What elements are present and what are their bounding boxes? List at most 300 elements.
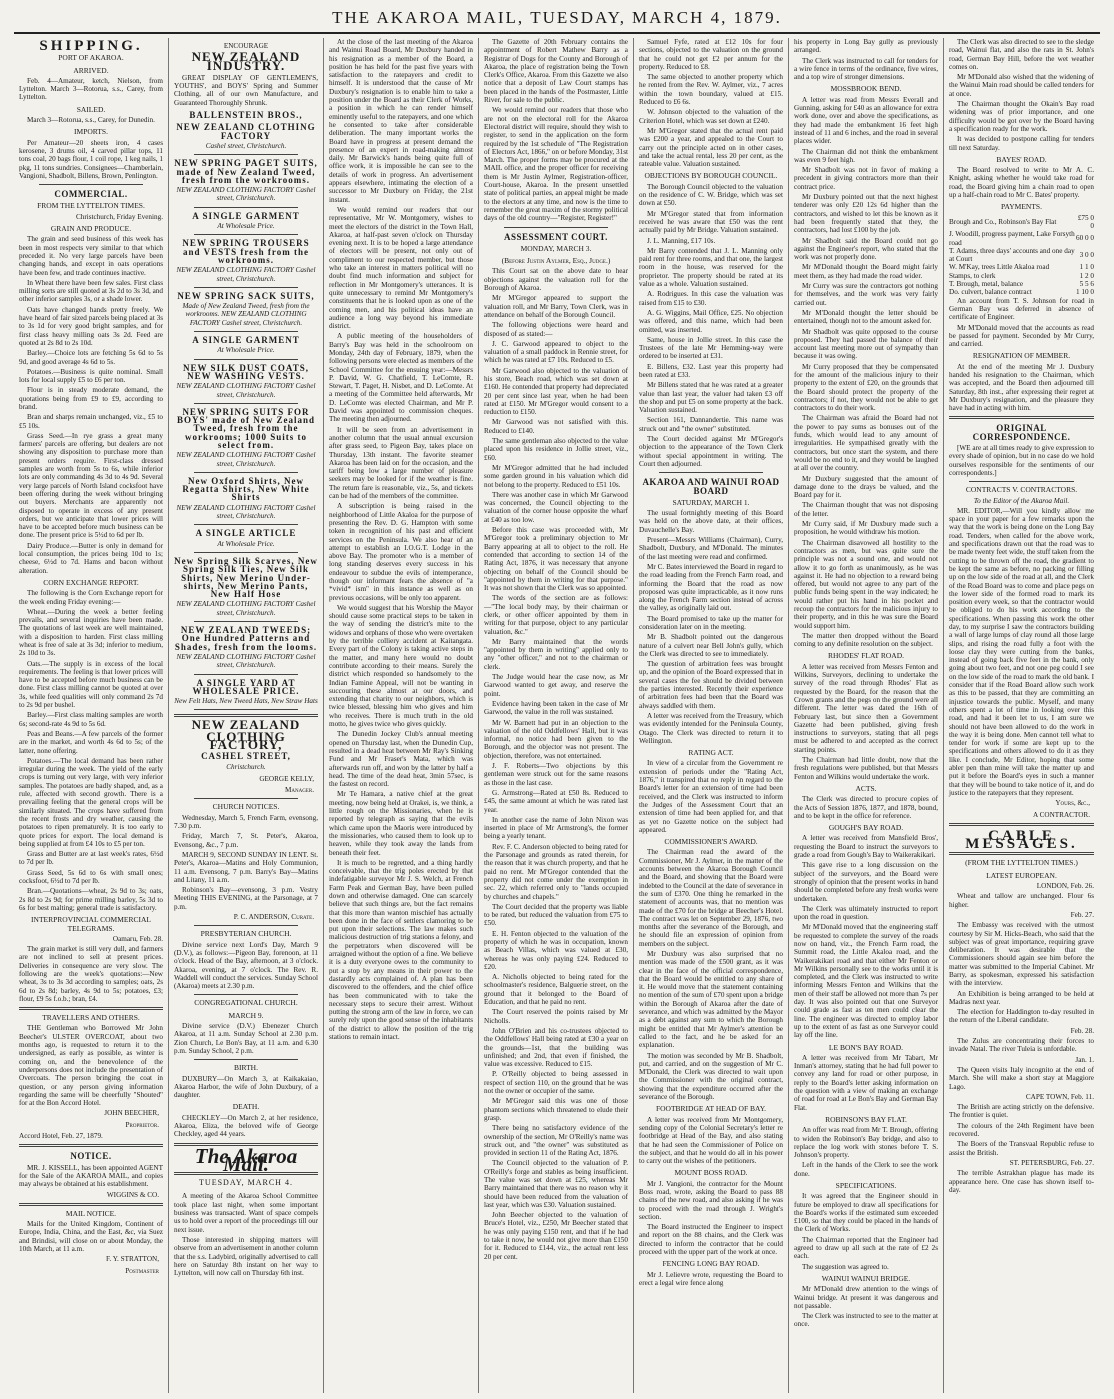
dateline: Feb. 28. [1070,1026,1094,1035]
paragraph: The grain market is still very dull, and farmers are not inclined to sell at present prices. Deliveries in consequence are very slow. The following are the week's quotations:—New wheat, 3s to 3s 3d according to samples; oats, 2s 6d to 2s 8d; barley, 4s 9d to 5s; potatoes, £3; flour, £9 5s f.o.b.; bran, £4. [19,945,163,1003]
paragraph: Mr Barry maintained that the words "appointed by them in writing" applied only to any "other officer," and not to the chairman or clerk. [484,637,628,671]
paragraph: The motion was seconded by Mr B. Shadbolt, put, and carried, and on the suggestion of Mr C. M'Donald, the Clerk was directed to wait upon the Commissioner with the original contract, showing that the expenditure occurred after the severance of the Borough. [639,1051,783,1102]
paragraph: Mr Garwood was not satisfied with this. Reduced to £140. [484,418,628,435]
paragraph: E. H. Fenton objected to the valuation of the property of which he was in occupation, known as Beach Villas, which was valued at £30, whereas he was only paying £24. Reduced to £20. [484,929,628,971]
paragraph: The Chairman reported that the Engineer had agreed to draw up all such at the rate of £2 2s each. [794,1235,938,1261]
divider [194,621,298,622]
paragraph: The matter then dropped without the Board coming to any definite resolution on the subject. [794,631,938,649]
ad-headline: NEW ZEALAND TWEEDS; One Hundred Patterns and Shades, fresh from the looms. [174,625,318,652]
clothing-ad [174,626,318,669]
masthead-date: MARCH 4, 1879. [632,8,782,27]
divider [194,709,298,710]
arrived-text: Feb. 4—Amateur, ketch, Nielson, from Lyttelton. March 3—Rotorua, s.s., Carey, from Lyttelton. [19,76,163,102]
assessment-judge: (Before Justin Aylmer, Esq., Judge.) [501,256,611,266]
interprov-heading: INTERPROVINCIAL COMMERCIAL TELEGRAMS. [31,915,151,933]
paragraph: MR. EDITOR,—Will you kindly allow me space in your paper for a few remarks upon the way that the work is being done on the Long Bay road. Tenders, when called for the above work, and specifications drawn out that the road was to be made twenty feet wide, the stuff taken from the cutting to be thrown off the road, the gradient to be kept the same as before, no packing or filling up on the low side of the road at all, and the Clerk of the Road Board was to come and place pegs on the lower side of the formed road to mark its position every week, so that the contractor would be obliged to do his work according to the specifications. When passing this work the other day, to my surprise I saw the contractors building a wall of large lumps of clay round all those large slips, and rising the road fully a foot with the loose clay they were cutting from the banks, instead of going back five feet in the bank, only going about two feet, and not one peg could I see on the low side of the road to mark the old bank. I consider that if the Road Board allow such work as this to be passed, that they are committing an injustice towards the public. Myself, and many others spent a lot of time in looking over this road, and had it been let to us, I am sure we should not have been allowed to do the work in the way it is being done. Men cannot tell what to tender for work if some are kept up to the specifications and others allowed to do it as they like. I conclude, Mr Editor, hoping that some abler pen than mine will take the matter up and put it before the Board's eyes in such a manner that they will be bound to take notice of it, and do justice to the ratepayers that they represent. [949,506,1094,797]
paragraph: Section 161, Dannandertie. This name was struck out and "the owner" substituted. [639,416,783,433]
paragraph: A letter was received from Mansfield Bros', requesting the Board to instruct the surveyors to grade a road from Gough's Bay to Waikerakikari. [794,834,938,860]
paragraph: An offer was read from Mr T. Brough, offering to widen the Robinson's Bay bridge, and also to replace the log work with stones before T. S. Johnson's property. [794,1126,938,1160]
paragraph: Peas and Beans.—A few parcels of the former are in the market, and worth 4s 6d to 5s; of the latter, none offering. [19,729,163,755]
ad-city: Christchurch. [226,762,266,771]
paragraph: Barley.—Choice lots are fetching 5s 6d to 5s 9d, and good average 4s 6d to 5s. [19,349,163,366]
paragraph: Same, house in Jollie street. In this case the Trustees of the late Mr Hemming-way were ordered to be inserted at £31. [639,335,783,361]
paragraph: Evidence having been taken in the case of Mr Garwood, the value in the roll was sustained. [484,699,628,717]
paragraph: Potatoes.—The local demand has been rather irregular during the week. The yield of the early crops is turning out very large, with very inferior samples. The potatoes are badly shaped, and, as a rule, affected with second growth. There is a prevailing feeling that the general crops will be similarly situated. The crops have suffered from the recent frosts and dry weather, causing the potatoes to ripen prematurely. It is too early to quote prices for export. The local demand is being supplied at from £4 10s to £5 per ton. [19,756,163,848]
latest-heading: LATEST EUROPEAN. [986,870,1057,880]
paragraph: The Council objected to the valuation of P. O'Reilly's forge and stables as being insufficient. The value was set down at £25, whereas Mr Barry maintained that there was no reason why it should have been reduced from the valuation of last year, which was £30. Valuation sustained. [484,1159,628,1209]
payment-row [949,230,1094,247]
paragraph: The election for Haddington to-day resulted in the return of the Liberal candidate. [949,1008,1094,1025]
signature-role: Proprietor. [125,1120,159,1129]
imports-heading: IMPORTS. [74,127,108,137]
ad-subline: NEW ZEALAND CLOTHING FACTORY Cashel street, Christchurch. [176,600,316,617]
paragraph: We would remind our readers that our representative, Mr W. Montgomery, wishes to meet the electors of the district in the Town Hall, Akaroa, at half-past seven o'clock on Thursday evening next. It is to be hoped a large attendance of electors will be present, not only out of compliment to our respected member, but those who take an interest in matters political will no doubt find much information and subject for reflection in Mr Montgomery's utterances. It is quite unnecessary to remind Mr Montgomery's constituents that he is looked upon as one of the coming men, and his political ideas have an audience a long way beyond his immediate district. [329,205,473,331]
paragraph: Flour is in steady moderate demand, the quotations being from £9 to £9, according to brand. [19,386,163,411]
paragraph: The Chairman thought that was not disposing of the letter. [794,501,938,518]
divider [194,798,298,799]
ad-headline: A SINGLE ARTICLE [195,528,297,539]
paragraph: The Gazette of 20th February contains the appointment of Robert Mathew Barry as a Registrar of Dogs for the County and Borough of Akaroa, the place of registration being the Town Clerk's Office, Akaroa. From this Gazette we also notice that a deposit of Law Court stamps has been placed in the hands of the Postmaster, Little River, for sale to the public. [484,38,628,105]
signature-name: F. Y. STRATTON, [105,1255,159,1264]
paper-title: The Akaroa Mail. [194,1143,298,1176]
paragraph: In another case the name of John Nixon was inserted in place of Mr Armstrong's, the former being a yearly tenant. [484,815,628,841]
signature-name: WIGGINS & CO. [106,1190,159,1199]
paragraph: Present—Messrs Williams (Chairman), Curry, Shadbolt, Duxbury, and M'Donald. The minutes of the last meeting were read and confirmed. [639,536,783,561]
arrived-heading: ARRIVED. [73,65,109,75]
signature-date: Accord Hotel, Feb. 27, 1879. [19,1132,103,1141]
paragraph: Mr Curry proposed that they be compensated for the amount of the malicious injury to their property to the extent of £20, on the grounds that the Board should protect the property of the contractors; if not, they would not be able to get contractors to do their work. [794,362,938,413]
clothing-ad [174,408,318,468]
paragraph: A letter was received from Mr Montgomery, sending copy of the Colonial Secretary's letter re footbridge at Head of the Bay, and also stating that he had seen the Commissioner of Police on the subject, and that he would do all in his power to carry out the wishes of the petitioners. [639,1115,783,1166]
to-editor: To the Editor of the Akaroa Mail. [973,496,1070,505]
dateline: LONDON, Feb. 26. [1036,882,1094,891]
payment-amount: 60 0 0 [1076,234,1094,243]
column-6 [789,38,944,1393]
paragraph: This gave rise to a long discussion on the subject of the surveyors, and the Board were strongly of opinion that the present works in hand should be completed before any fresh works were undertaken. [794,861,938,903]
death-heading: DEATH. [232,1102,260,1112]
paragraph: John O'Brien and his co-trustees objected to the Oddfellows' Hall being rated at £30 a year on the grounds—1st, that the building was unfinished; and 2nd, that even if finished, the value was excessive. Reduced to £15. [484,1026,628,1069]
paragraph: The Court reserved the points raised by Mr Nicholls. [484,1008,628,1025]
divider [19,1203,163,1206]
paragraph: A. Rodrigues. In this case the valuation was raised from £15 to £30. [639,290,783,307]
paragraph: The same gentleman also objected to the value placed upon his residence in Jollie street, viz., £60. [484,437,628,462]
paragraph: Bran.—Quotations—wheat, 2s 9d to 3s; oats, 2s 8d to 2s 9d; for prime milling barley, 5s 3d to 6s for best malting; general trade is satisfactory. [19,887,163,912]
paragraph: Mr J. Lelievre wrote, requesting the Board to erect a legal wire fence along [639,1270,783,1287]
paragraph: The Clerk was also directed to see to the sledge road, Wainui flat, and also the rats in St. John's road, German Bay Hill, before the wet weather comes on. [949,38,1094,71]
paragraph: The Dunedin Jockey Club's annual meeting opened on Thursday last, when the Dunedin Cup, resulted in a dead heat between Mr Ray's Sinking Fund and Mr Fraser's Mata, which was afterwards run off, and won by the latter by half a head. The time of the dead heat, 3min 57sec, is the fastest on record. [329,730,473,789]
paragraph: A. Nicholls objected to being rated for the schoolmaster's residence, Balguerie street, on the ground that it belonged to the Board of Education, and that he paid no rent. [484,973,628,1007]
paragraph: Mr M'Donald thought the letter should be entertained, though not to the amount asked for. [794,308,938,326]
paragraph: The following objections were heard and disposed of as stated:— [484,321,628,338]
ad-subline: Made of New Zealand Tweed, fresh from the workrooms. NEW ZEALAND CLOTHING FACTORY Cashel street, Christchurch. [182,302,310,327]
paragraph: The suggestion was agreed to. [802,1262,889,1271]
divider [194,154,298,155]
paragraph: The Board promised to take up the matter for consideration later on in the meeting. [639,614,783,631]
paragraph: Mr Billens stated that he was rated at a greater value than last year, the valuer had taken £3 off the shop and put £5 on some property at the back. Valuation sustained. [639,381,783,415]
paragraph: The usual fortnightly meeting of this Board was held on the above date, at their offices, Duvauchelle's Bay. [639,509,783,534]
paper-dateline: TUESDAY, MARCH 4. [199,1178,293,1188]
clothing-ad [174,336,318,355]
paragraph: P. O'Reilly objected to being assessed in respect of section 110, on the ground that he was not the owner or occupier of the same. [484,1070,628,1096]
paragraph: In view of a circular from the Government re extension of periods under the "Rating Act, 1876," it transpired that no reply in regard to the Board's letter for an extension of time had been received, and the Clerk was instructed to inform the Judges of the Assessment Court that an extension of time had been applied for, and that as yet no Gazette notice on the subject had appeared. [639,759,783,834]
wainui-heading: WAINUI WAINUI BRIDGE. [821,1273,911,1283]
mount-heading: MOUNT BOSS ROAD. [674,1168,748,1178]
paragraph: Oats.—The supply is in excess of the local requirements. The feeling is that lower prices will have to be accepted before much business can be done. First class milling cannot be quoted at over 3s, while feed qualities will only command 2s 7d to 2s 9d per bushel. [19,659,163,710]
paragraph: MARCH 9, SECOND SUNDAY IN LENT. St. Peter's, Akaroa—Matins and Holy Communion, 11 a.m. Evensong, 7 p.m. Barry's Bay—Matins and Litany, 11 a.m. [174,850,318,884]
clothing-ad [174,679,318,706]
paragraph: J. L. Manning, £17 10s. [647,236,716,245]
divider [39,184,143,185]
clothing-ad [174,477,318,520]
resignation-heading: RESIGNATION OF MEMBER. [972,351,1071,361]
clothing-ad [174,292,318,327]
ad-headline: NEW SPRING PAGET SUITS, made of New Zealand Tweed, fresh from the workrooms. [174,158,318,185]
paragraph: A meeting of the Akaroa School Committee took place last night, when some important business was transacted. Want of space compels us to hold over a report of the proceedings till our next issue. [174,1192,318,1234]
paragraph: Mr M'Gregor admitted that he had included some garden ground in his valuation which did not belong to the property. Reduced to £51 10s. [484,463,628,489]
divider [194,524,298,525]
paragraph: Mr Curry said, if Mr Duxbury made such a proposition, he would withdraw his motion. [794,520,938,537]
column-3 [324,38,479,1393]
signature-role: Postmaster [125,1266,159,1275]
ad-headline: NEW SPRING SUITS FOR BOYS' made of New Zealand Tweed, fresh from the workrooms; 1000 Suits to select from. [176,406,315,450]
board-date: SATURDAY, MARCH 1. [672,497,750,507]
paragraph: Grass and Butter are at last week's rates, 6½d to 7d per lb. [19,850,163,867]
paragraph: Mr M'Donald moved that the accounts as read be passed for payment. Seconded by Mr Curry, and carried. [949,323,1094,349]
oamaru-dateline: Oamaru, Feb. 28. [112,934,163,943]
paragraph: The Zulus are concentrating their forces to invade Natal. The river Tuleia is unfordable. [949,1037,1094,1054]
travellers-heading: TRAVELLERS AND OTHERS. [42,1013,140,1023]
divider [949,416,1094,419]
ad-subline: Cashel street, Christchurch. [205,141,287,150]
ad-list [174,123,318,710]
paragraph: The colours of the 24th Regiment have been recovered. [949,1121,1094,1139]
paragraph: [WE are at all times ready to give expression to every shade of opinion, but in no case do we hold ourselves responsible for the sentiments of our correspondents.] [949,444,1094,477]
commissioner-heading: COMMISSIONER'S AWARD. [664,837,758,847]
paragraph: Mr M'Gregor stated that from information received he was aware that £50 was the rent actually paid by Mr Bridge. Valuation sustained. [639,209,783,235]
contracts-heading: CONTRACTS V. CONTRACTORS. [965,485,1078,495]
masthead-title: THE AKAROA MAIL, [332,8,525,27]
paragraph: Mr W. Barnett had put in an objection to the valuation of the old Oddfellows' Hall, but it was informal, no notice had been given to the Borough, and the objector was not present. The objection, therefore, was not entertained. [484,718,628,760]
ad-headline: CLOTHING FACTORY, [206,728,286,752]
payment-name: T. Adams, three days' accounts and one day at Court [949,246,1075,264]
ad-headline: NEW SILK DUST COATS, NEW WASHING VESTS. [182,362,310,381]
mail-heading: MAIL NOTICE. [65,1208,117,1218]
ad-subline: NEW ZEALAND CLOTHING FACTORY Cashel street, Christchurch. [176,652,316,670]
paragraph: The Embassy was received with the utmost courtesy by Sir M. Hicks-Beach, who said that the subject was of great importance, requiring grave deliberation. It was desirable that the Commissioners should again see him before the matter was submitted to the Imperial Cabinet. Mr Barry, as spokesman, expressed his satisfaction with the interview. [949,921,1094,988]
imports-text: Per Amateur—20 sheets iron, 4 cases kerosene, 3 drums oil, 4 carved pillar tops, 11 tons coal, 20 bags flour, 1 coil rope, 1 keg nails, 1 pkg, 11 tons sundries. Consignees—Chamberlain, Vangioni, Shadbolt, Billens, Brown, Penlington. [19,138,163,180]
rating-heading: RATING ACT. [688,748,734,758]
paragraph: Oats have changed hands pretty freely. We have heard of fair sized parcels being placed at 3s to 3s 1d for very good bright samples, and for first class heavy milling oats 3s 2d. Feed are quoted at 2s 8d to 2s 10d. [19,305,163,347]
port-heading: PORT OF AKAROA. [58,53,124,63]
paragraph: Mails for the United Kingdom, Continent of Europe, India, China, and the East, &c, via Suez and Brindisi, will close on or about Monday, the 10th March, at 11 a.m. [19,1220,163,1253]
column-7 [944,38,1099,1393]
divider [194,207,298,208]
payment-name: J. Woodill, progress payment, Lake Forsyth road [949,230,1075,247]
divider [949,823,1094,826]
paragraph: Potatoes.—Business is quite nominal. Small lots for local supply £5 to £6 per ton. [19,367,163,385]
paragraph: Rev. F. C. Anderson objected to being rated for the Parsonage and grounds as rated therein, for the reason that it was church property, and that he paid no rent. Mr M'Gregor contended that the property did not come under the exemption in sec. 22, which referred only to "lands occupied by churches and chapels." [484,842,628,901]
church-heading: CHURCH NOTICES. [212,802,280,812]
paragraph: Mr M'Donald moved that the engineering staff be requested to complete the survey of the roads now on hand, viz., the French Farm road, the Summit road, the Little Akaloa road, and the Waikerakikari road and that either Mr Fenton or Mr Wilkins personally see to the works until it is completed, and the Clerk was instructed to write informing Messrs Fenton and Wilkins that the men of their staff be allowed not more than 7s per day. It was also pointed out that one Surveyor could grade as fast as ten men could clear the line. The engineer was directed to employ labor up to the extent of as fast as one Surveyor could lay off the line. [794,923,938,1040]
signature-name: GEORGE KELLY, [259,774,314,783]
paragraph: An Exhibition is being arranged to be held at Madras next year. [949,989,1094,1006]
ad-subline: NEW ZEALAND CLOTHING FACTORY Cashel street, Christchurch. [176,451,316,468]
paragraph: Mr M'Donald thought the Board might fairly meet them, as they had made the road wider. [794,263,938,280]
corn-heading: CORN EXCHANGE REPORT. [43,577,139,587]
paragraph: Mr Duxbury pointed out that the next highest tenderer was only £20 12s 6d higher than the contractors, and wished to let this be known as it had been frequently stated that they, the contractors, had lost £100 by the job. [794,193,938,235]
payment-amount: 1 1 0 [1079,263,1094,272]
paragraph: Mr Te Hamara, a native chief at the great meeting, now being held at Orakei, is, we think, a little rough on the Missionaries, when he is reported by telegraph as saying that the evils which came upon the Maoris were introduced by the missionaries, who caused them to look up to heaven, while they took away the lands from beneath their feet. [329,790,473,857]
paragraph: Bran and sharps remain unchanged, viz., £5 to £5 10s. [19,413,163,430]
paragraph: The Clerk was instructed to see to the matter at once. [794,1312,938,1329]
divider [194,234,298,235]
divider [19,1144,163,1147]
payment-name: W. M'Kay, trees Little Akaloa road [949,263,1050,272]
sailed-text: March 3—Rotorua, s.s., Carey, for Dunedin. [27,116,155,125]
paragraph: MR. J. KISSELL, has been appointed AGENT for the Sale of the AKAROA MAIL, and copies may always be obtained at his establishment. [19,1163,163,1189]
ad-line: ENCOURAGE [223,42,269,50]
payment-amount: 1 2 0 [1079,271,1094,280]
paragraph: The Borough Council objected to the valuation on the residence of C. W. Bridge, which was set down at £50. [639,182,783,208]
paragraph: Mr Duxbury was also surprised that no mention was made of the £500 grant, as it was clear in the face of the official correspondence, that the Board would be entitled to any share of it. He would move that the statement containing no mention of the sum of £70 spent upon a bridge within the Borough of Akaroa after the date of severance, and which was admitted by the Mayor as a debt against any sum to which the Borough might be entitled that Mr Aylmer's attention be called to the fact, and he be asked for an explanation. [639,949,783,1050]
advertisement-encourage [174,42,318,73]
paragraph: The same objected to another property which he rented from the Rev. W. Aylmer, viz., 7 acres within the town boundary, valued at £15. Reduced to £6 6s. [639,73,783,107]
paragraph: The Boers of the Transvaal Republic refuse to assist the British. [949,1140,1094,1157]
paragraph: The Chairman was afraid the Board had not the power to pay sums as bonuses out of the funds, which would lead to any amount of irregularities. He sympathised greatly with the contractors, but once start the system, and there would be no end to it, and they would be laughed at all over the country. [794,414,938,473]
divider [194,994,298,995]
paragraph: Wheat.—During the week a better feeling prevails, and several inquiries have been made. The quotations of last week are well maintained, with a disposition to harden. First class milling wheat is free of sale at 3s 3d; inferior to medium, 2s 10d to 3s. [19,607,163,658]
paragraph: We would suggest that his Worship the Mayor should cause some practical steps to be taken in the way of sending the district's mite to the widows and orphans of those who were overtaken by the terrible colliery accident at Kaitangata. Every part of the Colony is taking active steps in the matter, and many here would no doubt contribute according to their means. Surely the district which responded so handsomely to the Indian Famine Appeal, will not be wanting in succouring these almost at our doors, and extending that charity to our neighbors, which is twice blessed, blessing him who gives and him who receives. There is much truth in the old motto, he gives twice who gives quickly. [329,603,473,729]
paragraph: Wheat and tallow are unchanged. Flour 6s higher. [949,892,1094,909]
footbridge-heading: FOOTBRIDGE AT HEAD OF BAY. [655,1104,767,1114]
payment-amount: £75 0 0 [1077,213,1094,230]
advertisement-factory [174,717,318,771]
paragraph: Divine service (D.V.) Ebenezer Church Akaroa, at 11 a.m. Sunday School at 2.30 p.m. Zion Church, Le Bon's Bay, at 11 a.m. and 6.30 p.m. Sunday School, 2 p.m. [174,1022,318,1055]
paragraph: Mr Curry was sure the contractors got nothing for themselves, and the work was very fairly carried out. [794,282,938,307]
bayes-heading: BAYES' ROAD. [996,154,1047,164]
acts-heading: ACTS. [855,783,877,793]
paragraph: The Chairman read the award of the Commissioner, Mr J. Aylmer, in the matter of the accounts between the Akaroa Borough Council and the Board, and showing that the Board were indebted to the Council at the date of severance in the sum of £370. One thing he remarked in the statement of accounts was, that no mention was made of the £70 for the bridge at Beecher's Hotel. The contract was let on September 29, 1876, two months after the severance of the Borough, and he should file an expression of opinion from members on the subject. [639,848,783,948]
dateline: Feb. 27. [1070,910,1094,919]
divider [194,359,298,360]
column-4 [479,38,634,1393]
paragraph: Barley.—First class malting samples are worth 6s; second-rate 4s 9d to 5s 6d. [19,711,163,728]
column-1 [14,38,169,1393]
paragraph: The Chairman had little doubt, now that the fresh regulations were published, but that Messrs Fenton and Wilkins would undertake the work. [794,756,938,781]
paragraph: G. Armstrong—Rated at £50 8s. Reduced to £45, the same amount at which he was rated last year. [484,788,628,814]
divider [194,331,298,332]
paragraph: The Court decided against Mr M'Gregor's objection to the appearance of the Town Clerk without special appointment in writing. The Court then adjourned. [639,435,783,468]
signature-name: A CONTRACTOR. [1033,810,1090,819]
christchurch-dateline: Christchurch, Friday Evening. [75,212,163,221]
payment-amount: 3 0 0 [1079,250,1094,259]
paragraph: The Chairman thought the Okain's Bay road widening was of prior importance, and one difficulty would be got over by the Board having a specification ready for the work. [949,100,1094,133]
ad-headline: BALLENSTEIN BROS., [189,110,303,121]
paragraph: Mr Barry contended that J. L. Manning only paid rent for three rooms, and that one, the largest room in the house, was reserved for the proprietor. The property should be rated at its value as a whole. Valuation sustained. [639,246,783,289]
column-5 [634,38,789,1393]
paragraph: A public meeting of the householders of Barry's Bay was held in the schoolroom on Monday, 24th day of February, 1879, when the following persons were elected as members of the School Committee for the ensuing year:—Messrs P. David, W. G. Chatfield, T. LeComte, R. Stewart, T. Paget, H. Nisbet, and D. LeComte. At a meeting of the Committee held afterwards, Mr D. LeComte was elected Chairman, and Mr P. David was appointed to commission cheques. The meeting then adjourned. [329,332,473,424]
congreg-heading: CONGREGATIONAL CHURCH. [194,998,298,1008]
ad-subline: At Wholesale Price. [217,539,275,548]
paragraph: The grain and seed business of this week has been in most respects very similar to that which preceded it. No very large parcels have been changing hands, and except in oats operations have been few, and trade continues inactive. [19,235,163,277]
divider [194,925,298,926]
masthead [14,8,1100,34]
ad-headline: NEW SPRING TROUSERS and VESTS fresh from the workrooms. [182,238,310,265]
specs-heading: SPECIFICATIONS. [835,1181,897,1190]
payment-name: T. Brough, metal, balance [949,280,1024,289]
payment-name: Stamps, to clerk [949,271,996,280]
paragraph: Mr M'Gregor stated that the actual rent paid was £200 a year, and appealed to the Court to carry out the principle acted on in other cases, and take the actual rental, less 20 per cent, as the rateable value. Valuation sustained. [639,126,783,169]
paragraph: E. Billens, £32. Last year this property had been rated at £33. [639,362,783,379]
paragraph: There being no satisfactory evidence of the ownership of the section, Mr O'Reilly's name was struck out, and "the owner" was substituted as provided in section 11 of the Rating Act, 1876. [484,1124,628,1158]
congreg-date: MARCH 9. [228,1010,264,1020]
paragraph: his property in Long Bay gully as previously arranged. [794,38,938,55]
dateline: ST. PETERSBURG, Feb. 27. [1009,1158,1094,1167]
correspondence-heading: ORIGINAL CORRESPONDENCE. [972,423,1071,442]
paragraph: The Board instructed the Engineer to inspect and report on the 88 chains, and the Clerk was directed to inform the contractor that he could proceed with the upper part of the work at once. [639,1223,783,1257]
paragraph: Mr Shadbolt was not in favor of making a precedent in giving contractors more than their contract price. [794,166,938,191]
paragraph: Mr M'Donald also wished that the widening of the Wainui Main road should be called tenders for at once. [949,73,1094,98]
assessment-heading: ASSESSMENT COURT. [504,231,608,242]
divider [194,472,298,473]
signature-name: JOHN BEECHER, [104,1109,159,1118]
payments-heading: PAYMENTS. [1001,202,1042,212]
paragraph: Mr J. Vangioni, the contractor for the Mount Boss road, wrote, asking the Board to pass 88 chains of the new road, and also asking if he was to proceed with the road through J. Wright's section. [639,1179,783,1221]
payment-row [949,263,1094,271]
payment-name: Brough and Co., Robinson's Bay Flat [949,217,1057,226]
presby-heading: PRESBYTERIAN CHURCH. [200,929,292,939]
masthead-day: TUESDAY, [530,8,627,27]
paragraph: The Queen visits Italy incognito at the end of March. She will make a short stay at Maggiore Lago. [949,1065,1094,1091]
paragraph: DUXBURY—On March 3, at Kaikakaiao, Akaroa Harbor, the wife of John Duxbury, of a daughter. [174,1074,318,1100]
ad-subline: At Wholesale Price. [217,222,275,231]
ad-headline: New Spring Silk Scarves, New Spring Silk Ties, New Silk Shirts, New Merino Under-shirts, New Merino Pants, New Half Hose [174,555,318,600]
clothing-ad [174,212,318,231]
ad-headline: A SINGLE GARMENT [192,335,300,346]
commercial-heading: COMMERCIAL. [54,189,128,200]
payment-row [949,280,1094,288]
divider [969,481,1074,482]
ad-block [174,111,318,119]
paragraph: A letter was received from Messrs Fenton and Wilkins, Surveyors, declining to undertake the survey of the road through Rhodes' Flat as requested by the Board, for the reason that the Crown grants and the pegs on the ground were all different. The letter was dated the 16th of February last, but since then a Government Gazette had been published, giving fresh instructions to surveyors, stating that all pegs must be adhered to and accepted as the correct starting points. [794,662,938,754]
paragraph: Robinson's Bay—evensong, 3 p.m. Vestry Meeting THIS EVENING, at the Parsonage, at 7 p.m. [174,886,318,911]
paragraph: John Beecher objected to the valuation of Bruce's Hotel, viz., £250, Mr Beecher stated that he was only paying £150 rent, and that if he had to take it now, he would not give more than £150 for it. Reduced to £144, viz., the actual rent less 20 per cent. [484,1211,628,1261]
paragraph: The British are acting strictly on the defensive. The frontier is quiet. [949,1103,1094,1120]
clothing-ad [174,159,318,202]
paragraph: The Board resolved to write to Mr A. C. Knight, asking whether he would take road for road, the Board giving him a chain road to open up a half-chain road to Mr C. Bates' property. [949,166,1094,200]
divider [659,472,763,473]
paragraph: THE Gentleman who Borrowed Mr John Beecher's ULSTER OVERCOAT, about two months ago, is requested to return it to the undersigned, as early as possible, as winter is coming on, and the benevolence of the underpersons does not include the presentation of Overcoats. The person bringing the coat in question, or any person giving information regarding the same will be cheerfully "Shouted" for at the Bon Accord Hotel. [19,1024,163,1108]
paragraph: Samuel Fyfe, rated at £12 10s for four sections, objected to the valuation on the ground that he could not get £2 per annum for the property. Reduced to £8. [639,38,783,71]
paragraph: The words of the section are as follows:—"The local body may, by their chairman or clerk, or other officer appointed by them in writing for that purpose, object to any particular valuation, &c." [484,594,628,636]
birth-heading: BIRTH. [234,1063,258,1073]
assessment-date: MONDAY, MARCH 3. [520,243,592,253]
paragraph: Mr M'Gregor appeared to support the valuation roll, and Mr Barry, Town Clerk, was in attendance on behalf of the Borough Council. [484,294,628,319]
paragraph: Wednesday, March 5, French Farm, evensong, 7.30 p.m. [174,813,318,831]
ad-subline: At Wholesale Price. [217,346,275,355]
paragraph: A letter was received from the Treasury, which was evidently intended for the Peninsula County, Otago. The Clerk was directed to return it to Wellington. [639,711,783,745]
divider [194,287,298,288]
ad-headline: NEW ZEALAND CLOTHING FACTORY [176,122,316,141]
dateline: CAPE TOWN, Feb. 11. [1025,1092,1094,1101]
paragraph: A letter was received from Mr Tabart, Mr Inman's attorney, stating that he had full power to convey any land for road or other purpose, in reply to the Board's letter asking information on the question with a view of making an exchange of road for road at Le Bon's Bay and German Bay Flat. [794,1053,938,1112]
ad-subline: NEW ZEALAND CLOTHING FACTORY Cashel street, Christchurch. [176,382,316,399]
clothing-ad [174,123,318,150]
goughs-heading: GOUGH'S BAY ROAD. [828,823,904,833]
ad-headline: NEW ZEALAND INDUSTRY. [191,49,301,73]
paragraph: It will be seen from an advertisement in another column that the usual annual excursion after grass seed, to Pigeon Bay, takes place on Thursday, 13th instant. The favorite steamer Akaroa has been laid on for the occasion, and the tariff being low a large number of pleasure seekers may be looked for if the weather is fine. The return fare is reasonable, viz., 5s, and tickets can be had of the members of the committee. [329,425,473,501]
ad-subline: New Felt Hats, New Tweed Hats, New Straw Hats [174,697,318,706]
payment-row [949,247,1094,264]
paragraph: Grass Seed.—In rye grass a great many farmers' parcels are offering, but dealers are not showing any disposition to purchase more than present orders require. First-class dressed samples are worth from 5s to 6s, while inferior lots are only commanding 4s 3d to 4s 9d. Several very large parcels of North Island cocksfoot have been offering during the week without bringing out buyers. Merchants are apparently not disposed to operate in excess of any present orders, but we anticipate that lower prices will have to be accepted before much business can be done. The present price is 5½d to 6d per lb. [19,431,163,540]
paragraph: It is much to be regretted, and a thing hardly conceivable, that the trig poles erected by that indefatigable surveyor Mr J. S. Welch, at French Farm Peak and German Bay, have been pulled down and otherwise damaged. One can scarcely believe that such things are, but the fact remains that this more than wanton mischief has actually been done in the face of settlers clamoring to be put upon their selections. The law makes such malicious destruction of trig stations a felony, and the perpetrators when discovered will be arraigned without the option of a fine. We believe it is a duty everyone owes to the community to put a stop by any means in their power to the dastardly acts complained of. A plan has been discovered to the offenders, and the chief office has been communicated with to take the necessary steps to secure their arrest. Without putting the strong arm of the law in force, we can surely rely upon the good sense of the inhabitants of the district to allow the position of the trig stations to remain intact. [329,858,473,1042]
board-heading: AKAROA AND WAINUI ROAD BOARD [642,477,780,496]
payment-row [949,272,1094,280]
paragraph: GREAT DISPLAY OF GENTLEMEN'S, YOUTHS', and BOYS' Spring and Summer Clothing, all of our own Manufacture, and Guaranteed Thoroughly Shrunk. [174,73,318,107]
paragraph: Mr M'Donald drew attention to the wings of Wainui bridge. At present it was dangerous and not passable. [794,1285,938,1310]
clothing-ad [174,239,318,282]
dateline: Jan. 1. [1075,1055,1094,1064]
paragraph: The Court decided that the property was liable to be rated, but reduced the valuation from £75 to £50. [484,902,628,928]
paragraph: The Chairman disavowed all hostility to the contractors as men, but was quite sure the principle was not a sound one, and would not allow it to go forth as unanimously, as he was against it. He had no objection to a reward being offered, but would not agree to any part of the public funds being spent in the way indicated; he would rather put his hand in his pocket and recoup the contractors for the malicious injury to their property, and in this he was sure the Board would support him. [794,538,938,630]
ad-headline: A SINGLE GARMENT [192,210,300,221]
paragraph: Dairy Produce.—Butter is only in demand for local consumption, the prices being 10d to 1s; cheese, 6½d to 7d. Hams and bacon without alteration. [19,541,163,575]
shipping-heading: SHIPPING. [39,38,143,54]
paragraph: Divine service next Lord's Day, March 9 (D.V.), as follows:—Pigeon Bay, forenoon, at 11 o'clock. Head of the Bay, afternoon, at 3 o'clock. Akaroa, evening, at 7 o'clock. The Rev. R. Waddell will conduct the services. Sunday School (Akaroa) meets at 2.30 p.m. [174,940,318,991]
clothing-ad [174,364,318,399]
grain-heading: GRAIN AND PRODUCE. [50,224,132,234]
paragraph: Mr B. Shadbolt pointed out the dangerous nature of a culvert near Bell John's gully, which the Clerk was directed to see to immediately. [639,633,783,658]
rhodes-heading: RHODES' FLAT ROAD. [827,651,904,661]
paragraph: A subscription is being raised in the neighborhood of Little Akaloa for the purpose of presenting the Rev. D. G. Hampton with some token in recognition of his past and efficient services on the Peninsula. We also hear of an attempt to establish an I.O.G.T. Lodge in the above Bay. The promoter who is a member of long standing deserves every success in his endeavour to subdue the evils of intemperance, though our informant fears the absence of "a *vivid* ism" in this instance as well as on previous occasions, will be only too apparent. [329,502,473,602]
divider [194,1059,298,1060]
paragraph: A letter was read from Messrs Everall and Gunning, asking for £40 as an allowance for extra work done, over and above the specifications, as they had made the embankment 16 feet high instead of 11 and 6 inches, and the road in several places wider. [794,95,938,146]
paragraph: Mr Shadbolt said the Board could not go against the Engineer's report, who stated that the work was not properly done. [794,236,938,262]
divider [194,552,298,553]
times-source: FROM THE LYTTELTON TIMES. [37,201,145,211]
paragraph: Mr Garwood also objected to the valuation of his store, Beach road, which was set down at £160. He contended that property had depreciated 20 per cent since last year, when he had been rated at £150. Mr M'Gregor would consent to a reduction to £150. [484,366,628,417]
paragraph: This Court sat on the above date to hear objections against the valuation roll for the Borough of Akaroa. [484,267,628,293]
paragraph: At the close of the last meeting of the Akaroa and Wainui Road Board, Mr Duxbury handed in his resignation as a member of the Board, a position he has held for the past five years with satisfaction to the ratepayers and credit to himself. It is understood that the cause of Mr Duxbury's resignation is to enable him to take a position under the Board as their Clerk of Works, a position in which he can render himself eminently useful to the ratepayers, and one which he consented to take after considerable deliberation. The many important works the Board have in progress at present demand the presence of an expert in road-making almost daily. Mr Barwick's hands being quite full of office work, it is impossible he can see to the details of work in progress. An advertisement appears elsewhere, intimating the election of a successor to Mr Duxbury on Friday, the 21st instant. [329,38,473,204]
paragraph: The question of arbitration fees was brought up, and the opinion of the Board expressed that in several cases the fee should be divided between the parties interested. Recently their experience of arbitration fees had been that the Board was always saddled with them. [639,660,783,710]
paragraph: There was another case in which Mr Garwood was concerned, the Council objecting to the valuation of the corner house opposite the wharf at £40 as too low. [484,490,628,524]
payment-name: Do. culvert, balance contract [949,288,1032,297]
ad-subline: NEW ZEALAND CLOTHING FACTORY Cashel street, Christchurch. [176,186,316,203]
paragraph: J. C. Garwood appeared to object to the valuation of a small paddock in Rennie street, for which he was rated at £7 10s. Reduced to £5. [484,339,628,365]
divider [194,674,298,675]
paragraph: An account from T. S. Johnson for road in German Bay was deferred in absence of certificate of Engineer. [949,296,1094,322]
divider [504,227,608,228]
sailed-heading: SAILED. [76,104,106,114]
clothing-ad [174,529,318,548]
paragraph: A. G. Wiggins, Mail Office, £25. No objection was offered, and this name, which had been omitted, was inserted. [639,308,783,334]
payment-row [949,214,1094,231]
payments-table [949,214,1094,297]
paragraph: Those interested in shipping matters will observe from an advertisement in another column that the s.s. Ladybird, originally advertised to call here on Saturday 8th instant on her way to Lyttelton, will now call on Thursday 6th inst. [174,1235,318,1278]
paragraph: Mr C. Bates interviewed the Board in regard to the road leading from the French Farm road, and informing the Board that the road as now proposed was quite impracticable, as it now runs along the French Farm section instead of across the valley, as originally laid out. [639,562,783,613]
ad-headline: A SINGLE YARD AT WHOLESALE PRICE. [192,677,300,696]
ad-headline: NEW ZEALAND [191,717,301,733]
paragraph: The following is the Corn Exchange report for the week ending Friday evening:— [19,589,163,606]
divider [19,1007,163,1010]
paragraph: CHECKLEY—On March 2, at her residence, Akaroa, Eliza, the beloved wife of George Checkley, aged 44 years. [174,1113,318,1139]
column-2 [169,38,324,1393]
paragraph: Mr Duxbury suggested that the amount of damage done to the drays be valued, and the Board pay for it. [794,474,938,500]
paragraph: The terrible Astrakhan plague has made its appearance here. One case has shown itself to-day. [949,1169,1094,1194]
payment-amount: 1 10 0 [1076,288,1094,297]
paragraph: Before this case was proceeded with, Mr M'Gregor took a preliminary objection to Mr Barry appearing at all to object to the roll. He contended that according to section 14 of the Rating Act, 1876, it was necessary that anyone objecting on behalf of the Council should be "appointed by them in writing for that purpose." It was not shown that the Clerk was so appointed. [484,526,628,593]
paragraph: The Clerk was instructed to call for tenders for a wire fence in terms of the ordinance, five wires, and a top wire of stronger dimensions. [794,56,938,82]
